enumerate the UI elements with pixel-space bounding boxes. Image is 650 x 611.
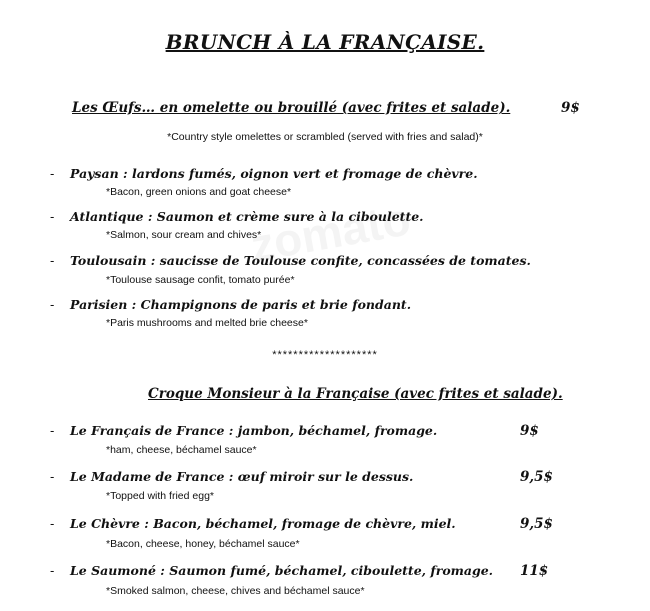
list-bullet: - xyxy=(50,469,55,484)
list-bullet: - xyxy=(50,209,55,224)
menu-item-name: Toulousain : saucisse de Toulouse confite, concassées de tomates. xyxy=(70,253,531,268)
section-heading-eggs: Les Œufs… en omelette ou brouillé (avec frites et salade). xyxy=(72,100,511,116)
menu-item-price: 11$ xyxy=(520,563,549,579)
menu-item-description: *Toulouse sausage confit, tomato purée* xyxy=(106,274,295,286)
menu-item-description: *Smoked salmon, cheese, chives and béchamel sauce* xyxy=(106,585,365,597)
menu-item-name: Le Chèvre : Bacon, béchamel, fromage de chèvre, miel. xyxy=(70,516,456,531)
list-bullet: - xyxy=(50,563,55,578)
section-heading-croque: Croque Monsieur à la Française (avec frites et salade). xyxy=(148,386,563,402)
menu-item-name: Atlantique : Saumon et crème sure à la ciboulette. xyxy=(70,209,424,224)
menu-item-name: Paysan : lardons fumés, oignon vert et fromage de chèvre. xyxy=(70,166,478,181)
menu-item-name: Le Madame de France : œuf miroir sur le dessus. xyxy=(70,469,414,484)
menu-item-description: *Paris mushrooms and melted brie cheese* xyxy=(106,317,308,329)
list-bullet: - xyxy=(50,166,55,181)
menu-item-description: *Salmon, sour cream and chives* xyxy=(106,229,262,241)
list-bullet: - xyxy=(50,423,55,438)
menu-item-name: Le Français de France : jambon, béchamel, fromage. xyxy=(70,423,438,438)
section-subtitle-eggs: *Country style omelettes or scrambled (served with fries and salad)* xyxy=(167,131,483,143)
menu-item-description: *Bacon, green onions and goat cheese* xyxy=(106,186,292,198)
menu-item-description: *Topped with fried egg* xyxy=(106,490,214,502)
menu-item-description: *ham, cheese, béchamel sauce* xyxy=(106,444,257,456)
menu-item-description: *Bacon, cheese, honey, béchamel sauce* xyxy=(106,538,300,550)
list-bullet: - xyxy=(50,516,55,531)
menu-title: BRUNCH À LA FRANÇAISE. xyxy=(165,30,485,54)
list-bullet: - xyxy=(50,297,55,312)
menu-item-price: 9,5$ xyxy=(520,516,553,532)
menu-item-name: Le Saumoné : Saumon fumé, béchamel, ciboulette, fromage. xyxy=(70,563,494,578)
section-price-eggs: 9$ xyxy=(561,100,580,116)
menu-item-price: 9$ xyxy=(520,423,539,439)
separator-stars: ******************** xyxy=(272,349,378,361)
list-bullet: - xyxy=(50,253,55,268)
menu-item-name: Parisien : Champignons de paris et brie fondant. xyxy=(70,297,412,312)
menu-item-price: 9,5$ xyxy=(520,469,553,485)
